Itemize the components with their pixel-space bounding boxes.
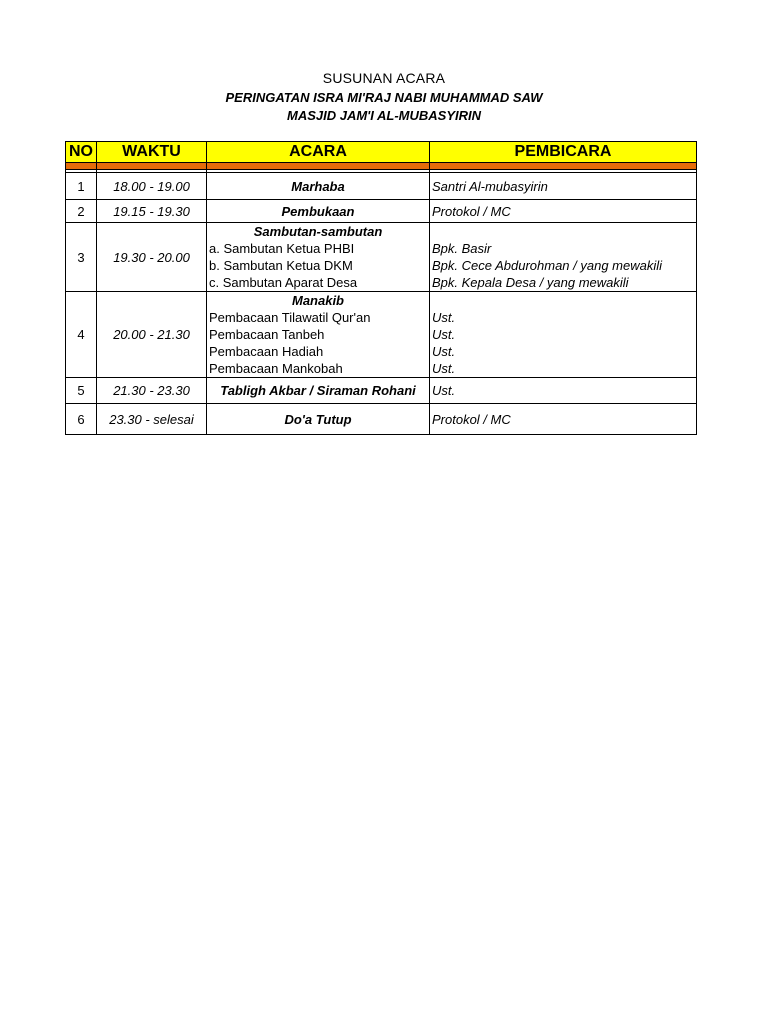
row-number: 1 <box>66 173 97 200</box>
activity-group-title: Manakib <box>291 293 344 308</box>
row-speaker: Santri Al-mubasyirin <box>430 173 697 200</box>
header-accent-band <box>66 163 697 170</box>
speaker-item: Ust. <box>432 310 456 325</box>
activity-sub-item: b. Sambutan Ketua DKM <box>209 258 353 273</box>
row-time: 20.00 - 21.30 <box>97 292 207 378</box>
schedule-table <box>65 141 697 435</box>
row-time: 18.00 - 19.00 <box>97 173 207 200</box>
table-row <box>66 404 697 435</box>
column-header-waktu: WAKTU <box>97 142 207 163</box>
row-speaker-group <box>430 292 697 378</box>
activity-sub-item: a. Sambutan Ketua PHBI <box>209 241 355 256</box>
row-speaker-group <box>430 223 697 292</box>
row-time: 19.15 - 19.30 <box>97 200 207 223</box>
document-title: SUSUNAN ACARA <box>322 70 446 86</box>
speaker-item: Bpk. Kepala Desa / yang mewakili <box>432 275 629 290</box>
row-speaker: Protokol / MC <box>430 200 697 223</box>
row-time: 23.30 - selesai <box>97 404 207 435</box>
row-activity: Marhaba <box>207 173 430 200</box>
row-number: 4 <box>66 292 97 378</box>
activity-sub-item: Pembacaan Tanbeh <box>209 327 325 342</box>
document-subtitle: PERINGATAN ISRA MI'RAJ NABI MUHAMMAD SAW <box>225 90 543 105</box>
row-number: 5 <box>66 378 97 404</box>
speaker-item: Bpk. Basir <box>432 241 492 256</box>
table-row <box>66 292 697 378</box>
row-activity: Pembukaan <box>207 200 430 223</box>
activity-group-title: Sambutan-sambutan <box>253 224 383 239</box>
speaker-item: Bpk. Cece Abdurohman / yang mewakili <box>432 258 663 273</box>
table-header-row <box>66 142 697 163</box>
activity-sub-item: Pembacaan Tilawatil Qur'an <box>209 310 371 325</box>
speaker-item: Ust. <box>432 361 456 376</box>
column-header-pembicara: PEMBICARA <box>430 142 697 163</box>
speaker-item: Ust. <box>432 344 456 359</box>
row-time: 21.30 - 23.30 <box>97 378 207 404</box>
row-activity-group <box>207 292 430 378</box>
row-activity: Tabligh Akbar / Siraman Rohani <box>207 378 430 404</box>
activity-sub-item: Pembacaan Mankobah <box>209 361 343 376</box>
row-speaker: Protokol / MC <box>430 404 697 435</box>
row-number: 6 <box>66 404 97 435</box>
venue-title: MASJID JAM'I AL-MUBASYIRIN <box>286 108 481 123</box>
table-row <box>66 223 697 292</box>
row-activity-group <box>207 223 430 292</box>
row-number: 3 <box>66 223 97 292</box>
table-row <box>66 378 697 404</box>
activity-sub-item: c. Sambutan Aparat Desa <box>209 275 358 290</box>
row-activity: Do'a Tutup <box>207 404 430 435</box>
table-row <box>66 200 697 223</box>
row-speaker: Ust. <box>430 378 697 404</box>
activity-sub-item: Pembacaan Hadiah <box>209 344 324 359</box>
speaker-item: Ust. <box>432 327 456 342</box>
table-row <box>66 173 697 200</box>
column-header-acara: ACARA <box>207 142 430 163</box>
row-number: 2 <box>66 200 97 223</box>
row-time: 19.30 - 20.00 <box>97 223 207 292</box>
column-header-no: NO <box>66 142 97 163</box>
